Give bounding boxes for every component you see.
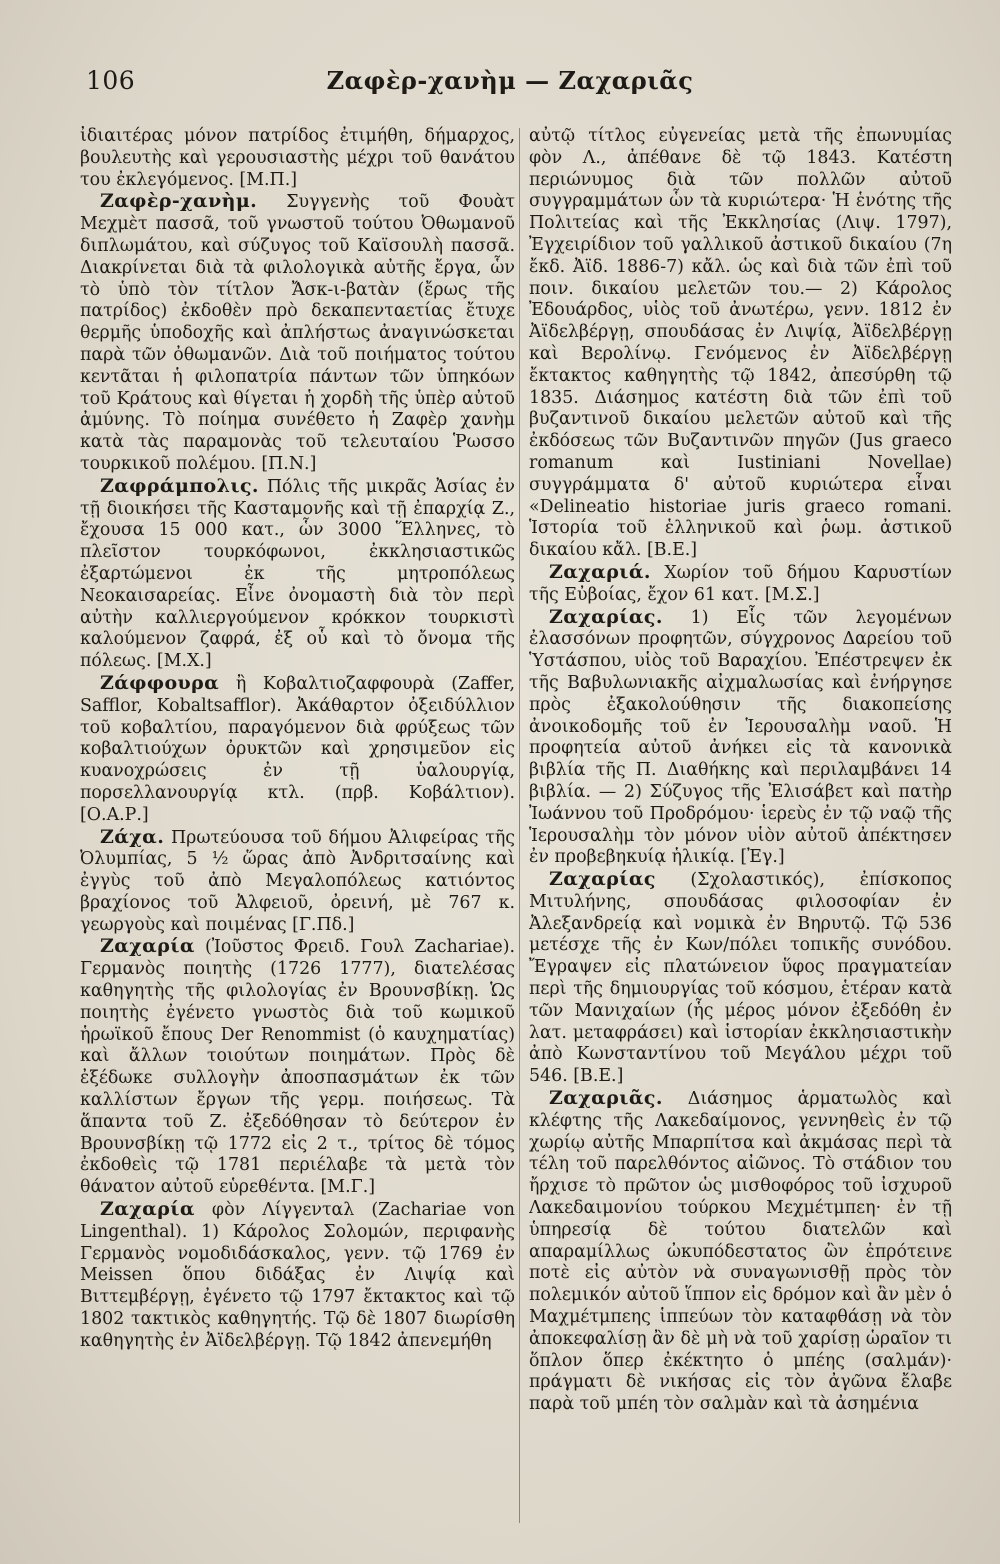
entry bbox=[80, 827, 515, 937]
entry bbox=[80, 936, 515, 1199]
entry bbox=[529, 869, 952, 1088]
entry-text: Πρωτεύουσα τοῦ δήμου Ἀλιφείρας τῆς Ὀλυμπίας, 5 ½ ὥρας ἀπὸ Ἀνδριτσαίνης καὶ ἐγγὺς τοῦ ἀπὸ Μεγαλοπόλεως κατιόντος βραχίονος τοῦ Ἀλφειοῦ, ὀρεινή, μὲ 767 κ. γεωργοὺς καὶ ποιμένας [Γ.Πδ.] bbox=[80, 827, 515, 935]
entry-text: αὐτῷ τίτλος εὐγενείας μετὰ τῆς ἐπωνυμίας φὸν Λ., ἀπέθανε δὲ τῷ 1843. Κατέστη περιώνυμος διὰ τῶν πολλῶν αὐτοῦ συγγραμμάτων ὧν τὰ κυριώτερα· Ἡ ἑνότης τῆς Πολιτείας καὶ τῆς Ἐκκλησίας (Λιψ. 1797), Ἐγχειρίδιον τοῦ γαλλικοῦ ἀστικοῦ δικαίου (7η ἔκδ. Ἀϊδ. 1886-7) κἄλ. ὡς καὶ διὰ τῶν ἐπὶ τοῦ ποιν. δικαίου μελετῶν του.— 2) Κάρολος Ἐδουάρδος, υἱὸς τοῦ ἀνωτέρω, γενν. 1812 ἐν Ἀϊδελβέργῃ, σπουδάσας ἐν Λιψίᾳ, Ἀϊδελβέργῃ καὶ Βερολίνῳ. Γενόμενος ἐν Ἀϊδελβέργῃ ἔκτακτος καθηγητὴς τῷ 1842, ἀπεσύρθη τῷ 1835. Διάσημος κατέστη διὰ τῶν ἐπὶ τοῦ βυζαντινοῦ δικαίου μελετῶν αὐτοῦ καὶ τῆς ἐκδόσεως τῶν Βυζαντινῶν πηγῶν (Jus graeco romanum καὶ Iustiniani Novellae) συγγράμματα δ' αὐτοῦ κυριώτερα εἶναι «Delineatio historiae juris graeco romani. Ἱστορία τοῦ ἑλληνικοῦ καὶ ῥωμ. ἀστικοῦ δικαίου κἄλ. [Β.Ε.] bbox=[529, 126, 952, 561]
entry-headword: Ζάχα. bbox=[100, 825, 165, 848]
running-head-title: Ζαφὲρ-χανὴμ — Ζαχαριᾶς bbox=[326, 66, 694, 95]
entry bbox=[529, 607, 952, 870]
entry-headword: Ζαφὲρ-χανὴμ. bbox=[100, 190, 258, 213]
entry bbox=[529, 562, 952, 607]
page-number: 106 bbox=[86, 66, 136, 95]
entry-headword: Ζαχαρίας bbox=[549, 868, 656, 891]
entry bbox=[80, 1199, 515, 1353]
entry-headword: Ζαφράμπολις. bbox=[100, 474, 259, 497]
entry bbox=[80, 673, 515, 827]
entry bbox=[529, 126, 952, 562]
entry-headword: Ζαχαρία bbox=[100, 1198, 195, 1221]
entry-text: (Ἰοῦστος Φρειδ. Γουλ Zachariae). Γερμανὸς ποιητὴς (1726 1777), διατελέσας καθηγητὴς τῆς φιλολογίας ἐν Βρουνσβίκῃ. Ὡς ποιητὴς ἐγένετο γνωστὸς διὰ τοῦ κωμικοῦ ἡρωϊκοῦ ἔπους Der Renommist (ὁ καυχηματίας) καὶ ἄλλων τοιούτων ποιημάτων. Πρὸς δὲ ἐξέδωκε συλλογὴν ἀποσπασμάτων ἐκ τῶν καλλίστων ἔργων τῆς γερμ. ποιήσεως. Τὰ ἅπαντα τοῦ Ζ. ἐξεδόθησαν τὸ δεύτερον ἐν Βρουνσβίκῃ τῷ 1772 εἰς 2 τ., τρίτος δὲ τόμος ἐκδοθεὶς τῷ 1781 περιέλαβε τὰ μετὰ τὸν θάνατον αὐτοῦ εὑρεθέντα. [Μ.Γ.] bbox=[80, 937, 515, 1198]
entry-headword: Ζαχαριά. bbox=[549, 560, 651, 583]
column-divider bbox=[519, 128, 520, 1523]
entry-text: Διάσημος ἁρματωλὸς καὶ κλέφτης τῆς Λακεδαίμονος, γεννηθεὶς ἐν τῷ χωρίῳ αὐτῆς Μπαρπίτσα καὶ ἀκμάσας περὶ τὰ τέλη τοῦ παρελθόντος αἰῶνος. Τὸ στάδιον του ἤρχισε τὸ πρῶτον ὡς μισθοφόρος τοῦ ἰσχυροῦ Λακεδαιμονίου τούρκου Μεχμέτμπεη· ἐν τῇ ὑπηρεσίᾳ δὲ τούτου διατελῶν καὶ απαραμίλλως ὠκυπόδεστατος ὢν ἐπρότεινε ποτὲ εἰς αὐτὸν νὰ συναγωνισθῇ πρὸς τὸν πολεμικόν αὐτοῦ ἵππον εἰς δρόμον καὶ ἂν μὲν ὁ Μαχμέτμπεης ἱππεύων τὸν καταφθάσῃ νὰ τὸν ἀποκεφαλίσῃ ἂν δὲ μὴ νὰ τοῦ χαρίσῃ ὡραῖον τι ὅπλον ὅπερ ἐκέκτητο ὁ μπέης (σαλμάν)· πράγματι δὲ νικήσας εἰς τὸν ἀγῶνα ἔλαβε παρὰ τοῦ μπέη τὸν σαλμὰν καὶ τὰ ἀσημένια bbox=[529, 1089, 952, 1415]
entry-text: Χωρίον τοῦ δήμου Καρυστίων τῆς Εὐβοίας, ἔχον 61 κατ. [Μ.Σ.] bbox=[529, 562, 952, 605]
entry-headword: Ζαχαρίας. bbox=[549, 605, 663, 628]
entry-headword: Ζάφφουρα bbox=[100, 671, 220, 694]
entry-text: 1) Εἷς τῶν λεγομένων ἐλασσόνων προφητῶν, σύγχρονος Δαρείου τοῦ Ὑστάσπου, υἱὸς τοῦ Βαραχίου. Ἐπέστρεψεν ἐκ τῆς Βαβυλωνιακῆς αἰχμαλωσίας καὶ ἐνήργησε πρὸς ἐξακολούθησιν τῆς διακοπείσης ἀνοικοδομῆς τοῦ ἐν Ἱερουσαλὴμ ναοῦ. Ἡ προφητεία αὐτοῦ ἀνήκει εἰς τὰ κανονικὰ βιβλία τῆς Π. Διαθήκης καὶ περιλαμβάνει 14 βιβλία. — 2) Σύζυγος τῆς Ἐλισάβετ καὶ πατὴρ Ἰωάννου τοῦ Προδρόμου· ἱερεὺς ἐν τῷ ναῷ τῆς Ἱερουσαλὴμ τὸν μόνον υἱὸν αὐτοῦ ἀπέκτησεν ἐν προβεβηκυίᾳ ἡλικίᾳ. [Ἐγ.] bbox=[529, 607, 952, 868]
entry-text: φὸν Λίγγενταλ (Zachariae von Lingenthal). 1) Κάρολος Σολομών, περιφανὴς Γερμανὸς νομοδιδάσκαλος, γενν. τῷ 1769 ἐν Meissen ὅπου διδάξας ἐν Λιψίᾳ καὶ Βιττεμβέργῃ, ἐγένετο τῷ 1797 ἔκτακτος καὶ τῷ 1802 τακτικὸς καθηγητής. Τῷ δὲ 1807 διωρίσθη καθηγητὴς ἐν Ἀϊδελβέργῃ. Τῷ 1842 ἀπενεμήθη bbox=[80, 1200, 515, 1351]
entry-text: Πόλις τῆς μικρᾶς Ἀσίας ἐν τῇ διοικήσει τῆς Κασταμονῆς καὶ τῇ ἐπαρχίᾳ Ζ., ἔχουσα 15 000 κατ., ὧν 3000 Ἕλληνες, τὸ πλεῖστον τουρκόφωνοι, ἐκκλησιαστικῶς ἐξαρτώμενοι ἐκ τῆς μητροπόλεως Νεοκαισαρείας. Εἶνε ὀνομαστὴ διὰ τὸν περὶ αὐτὴν καλλιεργούμενον κρόκκον τουρκιστὶ καλούμενον ζαφρά, ἐξ οὗ καὶ τὸ ὄνομα τῆς πόλεως. [Μ.Χ.] bbox=[80, 476, 515, 672]
entry bbox=[80, 126, 515, 191]
entry-text: ἰδιαιτέρας μόνον πατρίδος ἐτιμήθη, δήμαρχος, βουλευτὴς καὶ γερουσιαστὴς μέχρι τοῦ θανάτου του ἐκλεγόμενος. [Μ.Π.] bbox=[80, 126, 515, 190]
entry bbox=[80, 476, 515, 673]
running-head bbox=[80, 66, 940, 102]
left-column bbox=[80, 126, 515, 1526]
entry-headword: Ζαχαρία bbox=[100, 935, 195, 958]
entry-text: ἢ Κοβαλτιοζαφφουρὰ (Zaffer, Safflor, Kobaltsafflor). Ἀκάθαρτον ὀξειδύλλιον τοῦ κοβαλτίου, παραγόμενον διὰ φρύξεως τῶν κοβαλτιούχων ὀρυκτῶν καὶ χρησιμεῦον εἰς κυανοχρώσεις ἐν τῇ ὑαλουργίᾳ, πορσελλανουργίᾳ κτλ. (πρβ. Κοβάλτιον). [Ο.Α.Ρ.] bbox=[80, 673, 515, 825]
entry-text: Συγγενὴς τοῦ Φουὰτ Μεχμὲτ πασσᾶ, τοῦ γνωστοῦ τούτου Ὀθωμανοῦ διπλωμάτου, καὶ σύζυγος τοῦ Καϊσουλὴ πασσᾶ. Διακρίνεται διὰ τὰ φιλολογικὰ αὐτῆς ἔργα, ὧν τὸ ὑπὸ τὸν τίτλον Ἄσκ-ι-βατὰν (ἔρως τῆς πατρίδος) ἐκδοθὲν πρὸ δεκαπενταετίας ἔτυχε θερμῆς ὑποδοχῆς καὶ ἀπλήστως ἀναγινώσκεται παρὰ τῶν ὀθωμανῶν. Διὰ τοῦ ποιήματος τούτου κεντᾶται ἡ φιλοπατρία πάντων τῶν ὑπηκόων τοῦ Κράτους καὶ θίγεται ἡ χορδὴ τῆς ὑπὲρ αὐτοῦ ἀμύνης. Τὸ ποίημα συνέθετο ἡ Ζαφὲρ χανὴμ κατὰ τὰς παραμονὰς τοῦ τελευταίου Ῥωσσο τουρκικοῦ πολέμου. [Π.Ν.] bbox=[80, 192, 515, 474]
entry-text: (Σχολαστικός), ἐπίσκοπος Μιτυλήνης, σπουδάσας φιλοσοφίαν ἐν Ἀλεξανδρείᾳ καὶ νομικὰ ἐν Βηρυτῷ. Τῷ 536 μετέσχε τῆς ἐν Κων/πόλει τοπικῆς συνόδου. Ἔγραψεν εἰς πλατώνειον ὕφος πραγματείαν περὶ τῆς δημιουργίας τοῦ κόσμου, ἑτέραν κατὰ τῶν Μανιχαίων (ἧς μέρος μόνον ἐξεδόθη ἐν λατ. μεταφράσει) καὶ ἱστορίαν ἐκκλησιαστικὴν ἀπὸ Κωνσταντίνου τοῦ Μεγάλου μέχρι τοῦ 546. [Β.Ε.] bbox=[529, 870, 952, 1087]
right-column bbox=[529, 126, 952, 1526]
entry bbox=[80, 191, 515, 475]
entry-headword: Ζαχαριᾶς. bbox=[549, 1087, 663, 1110]
entry bbox=[529, 1088, 952, 1416]
